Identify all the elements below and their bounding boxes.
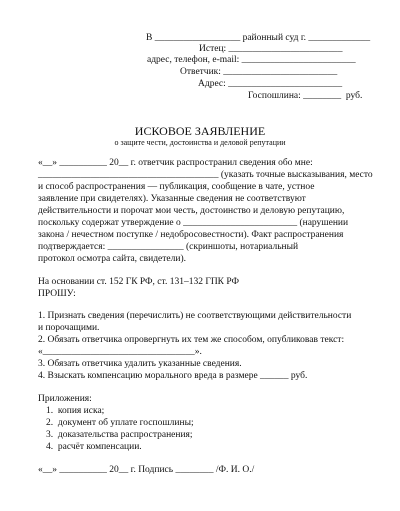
body-line: «__» __________ 20__ г. ответчик распространил сведения обо мне: [38, 158, 313, 168]
request-item: 1. Признать сведения (перечислить) не соответствующими действительности [38, 311, 352, 321]
attachment-item: 2. документ об уплате госпошлины; [46, 418, 194, 428]
body-line: заявление при свидетелях). Указанные сведения не соответствуют [38, 194, 306, 204]
request-heading: ПРОШУ: [38, 289, 76, 299]
defendant-line: Ответчик: ________________________ [180, 67, 338, 77]
body-line: ______________________________________ (указать точные высказывания, место [38, 170, 373, 180]
plaintiff-contacts-line: адрес, телефон, e-mail: ________________________ [147, 55, 356, 65]
request-item: 4. Взыскать компенсацию морального вреда в размере ______ руб. [38, 371, 308, 381]
signature-line: «__» __________ 20__ г. Подпись ________ /Ф. И. О./ [38, 465, 255, 475]
body-line: закона / нечестном поступке / недобросовестности). Факт распространения [38, 230, 344, 240]
body-line: протокол осмотра сайта, свидетели). [38, 254, 186, 264]
document-title: ИСКОВОЕ ЗАЯВЛЕНИЕ [134, 124, 266, 138]
attachment-item: 4. расчёт компенсации. [46, 442, 142, 452]
legal-basis: На основании ст. 152 ГК РФ, ст. 131–132 ГПК РФ [38, 277, 240, 287]
plaintiff-line: Истец: ________________________ [199, 44, 343, 54]
fee-line: Госпошлина: ________ руб. [248, 91, 363, 101]
body-line: поскольку содержат утверждение о ________________________ (нарушении [38, 218, 349, 228]
document-subtitle: о защите чести, достоинства и деловой репутации [114, 138, 286, 147]
body-line: и способ распространения — публикация, сообщение в чате, устное [38, 182, 315, 192]
attachment-item: 1. копия иска; [46, 406, 105, 416]
request-item: 2. Обязать ответчика опровергнуть их тем же способом, опубликовав текст: [38, 335, 345, 345]
body-line: действительности и порочат мои честь, достоинство и деловую репутацию, [38, 206, 345, 216]
request-item: «________________________________». [38, 347, 202, 357]
attachments-heading: Приложения: [38, 394, 92, 404]
court-line: В __________________ районный суд г. _____________ [146, 33, 371, 43]
defendant-address-line: Адрес: ________________________ [198, 79, 343, 89]
request-item: и порочащими. [38, 323, 100, 333]
attachment-item: 3. доказательства распространения; [46, 430, 193, 440]
body-line: подтверждается: ________________ (скриншоты, нотариальный [38, 242, 299, 252]
request-item: 3. Обязать ответчика удалить указанные сведения. [38, 359, 242, 369]
